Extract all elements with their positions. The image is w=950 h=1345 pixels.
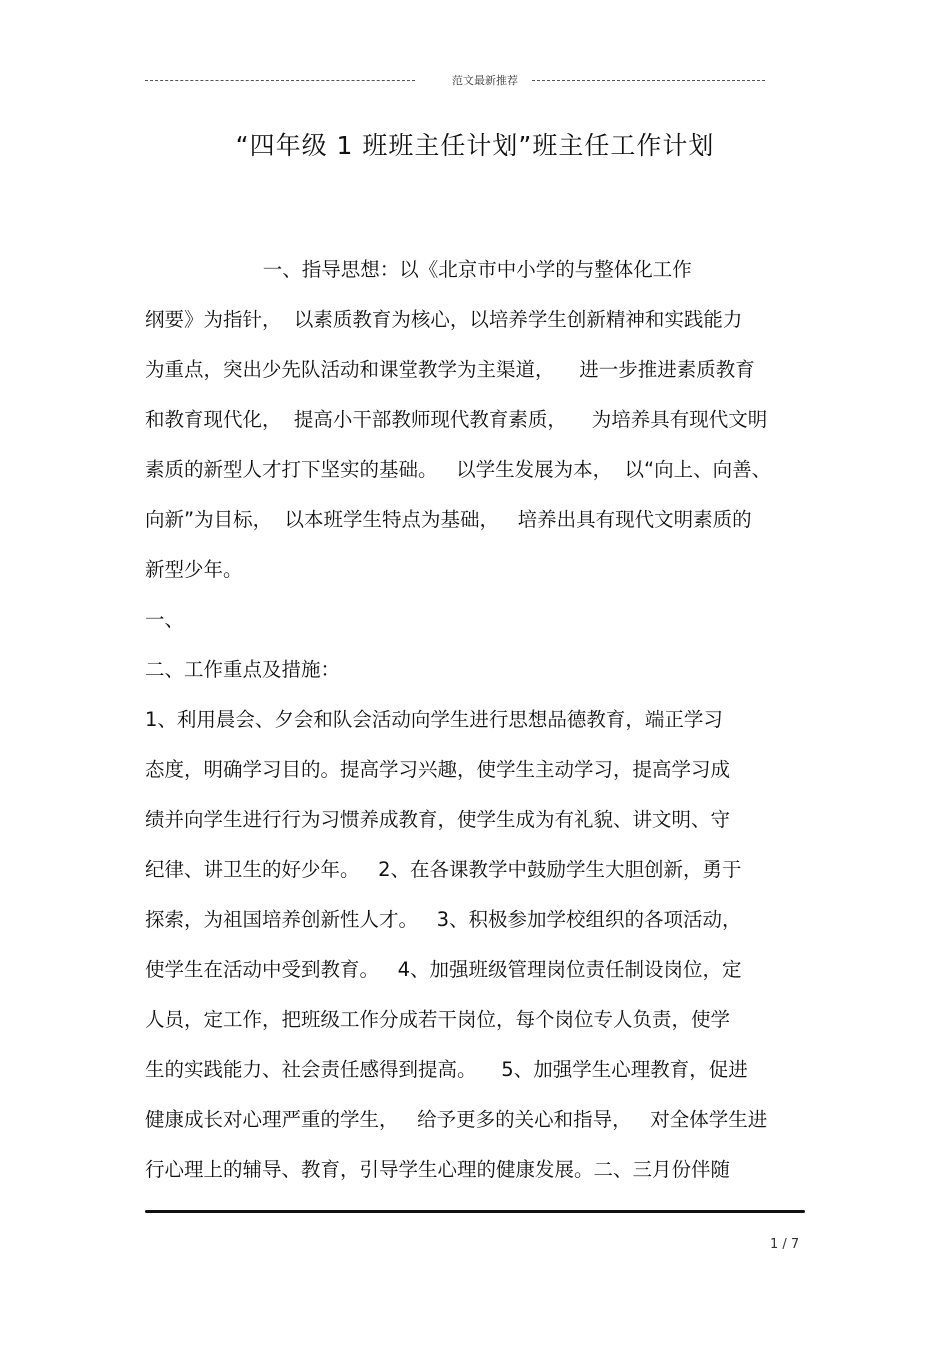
paragraph-line: 纲要》为指针， 以素质教育为核心，以培养学生创新精神和实践能力 — [145, 308, 743, 331]
paragraph-line: 新型少年。 — [145, 558, 243, 581]
paragraph-line: 探索，为祖国培养创新性人才。 3、积极参加学校组织的各项活动， — [145, 908, 742, 931]
paragraph-line: 使学生在活动中受到教育。 4、加强班级管理岗位责任制设岗位，定 — [145, 958, 742, 981]
paragraph-line: 素质的新型人才打下坚实的基础。 以学生发展为本， 以“向上、向善、 — [145, 458, 772, 481]
paragraph-line: 绩并向学生进行行为习惯养成教育，使学生成为有礼貌、讲文明、守 — [145, 808, 731, 831]
paragraph-line: 健康成长对心理严重的学生， 给予更多的关心和指导， 对全体学生进 — [145, 1108, 768, 1131]
paragraph-line: 一、指导思想：以《北京市中小学的与整体化工作 — [145, 258, 692, 281]
footer-rule — [145, 1210, 805, 1213]
paragraph-line: 态度，明确学习目的。提高学习兴趣，使学生主动学习，提高学习成 — [145, 758, 731, 781]
paragraph-line: 为重点，突出少先队活动和课堂教学为主渠道， 进一步推进素质教育 — [145, 358, 755, 381]
paragraph-line: 行心理上的辅导、教育，引导学生心理的健康发展。二、三月份伴随 — [145, 1158, 731, 1181]
paragraph-line: 和教育现代化， 提高小干部教师现代教育素质， 为培养具有现代文明 — [145, 408, 768, 431]
page-number: 1 / 7 — [770, 1237, 800, 1252]
paragraph-line: 人员，定工作，把班级工作分成若干岗位，每个岗位专人负责，使学 — [145, 1008, 731, 1031]
header-label: 范文最新推荐 — [452, 74, 518, 87]
header-left-dashed-rule — [145, 80, 415, 81]
paragraph-line: 向新”为目标， 以本班学生特点为基础， 培养出具有现代文明素质的 — [145, 508, 752, 531]
paragraph-line: 纪律、讲卫生的好少年。 2、在各课教学中鼓励学生大胆创新，勇于 — [145, 858, 742, 881]
paragraph-line: 生的实践能力、社会责任感得到提高。 5、加强学生心理教育，促进 — [145, 1058, 748, 1081]
header-right-dashed-rule — [532, 80, 765, 81]
section-heading: 一、 — [145, 608, 185, 631]
document-title: “四年级 1 班班主任计划”班主任工作计划 — [235, 131, 715, 160]
paragraph-line: 1、利用晨会、夕会和队会活动向学生进行思想品德教育，端正学习 — [145, 708, 723, 731]
section-heading: 二、工作重点及措施： — [145, 658, 341, 681]
